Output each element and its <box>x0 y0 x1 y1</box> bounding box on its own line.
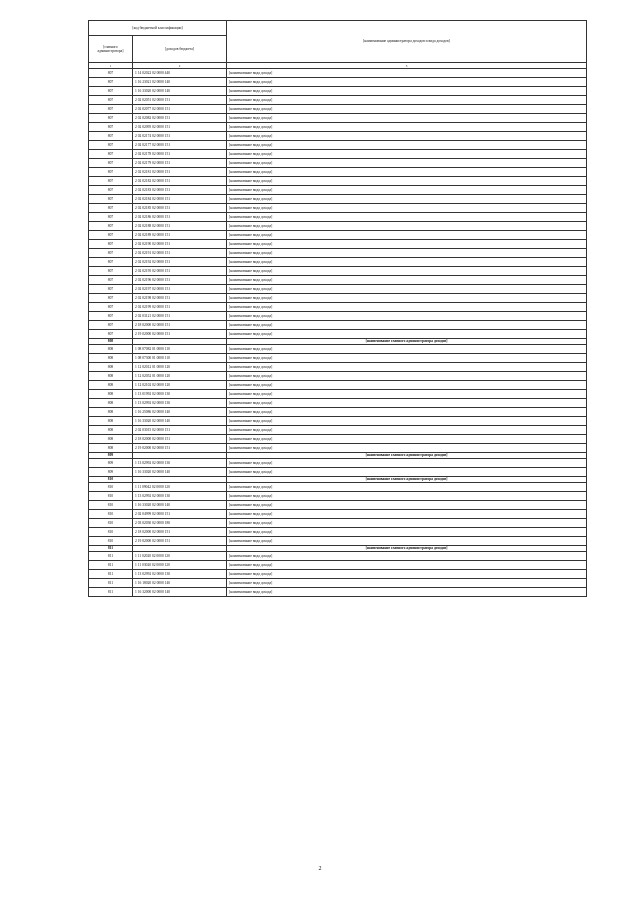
table-row <box>89 249 587 258</box>
admin-code-cell: 807 <box>89 159 133 168</box>
admin-code-cell: 810 <box>89 528 133 537</box>
admin-code-cell: 807 <box>89 141 133 150</box>
admin-code-cell: 807 <box>89 186 133 195</box>
admin-code-cell: 807 <box>89 168 133 177</box>
revenue-name-cell: [наименование вида дохода] <box>227 381 587 390</box>
admin-code-cell: 807 <box>89 231 133 240</box>
revenue-code-cell: 2 18 02000 02 0000 151 <box>133 321 227 330</box>
revenue-code-cell: 1 16 25086 02 0000 140 <box>133 408 227 417</box>
table-row <box>89 354 587 363</box>
revenue-code-cell: 2 02 02186 02 0000 151 <box>133 213 227 222</box>
revenue-code-cell: 2 02 02191 02 0000 151 <box>133 249 227 258</box>
admin-code-cell: 808 <box>89 345 133 354</box>
revenue-code-cell: 1 08 07300 01 0000 110 <box>133 354 227 363</box>
revenue-code-cell: 2 02 04999 02 0000 151 <box>133 510 227 519</box>
admin-code-cell: 807 <box>89 87 133 96</box>
revenue-code-cell: 2 02 03015 02 0000 151 <box>133 426 227 435</box>
revenue-code-cell: 2 02 02192 02 0000 151 <box>133 258 227 267</box>
revenue-name-cell: [наименование вида дохода] <box>227 510 587 519</box>
revenue-code-cell: 2 02 02199 02 0000 151 <box>133 303 227 312</box>
revenue-code-cell: 2 02 02189 02 0000 151 <box>133 231 227 240</box>
revenue-name-cell: [наименование вида дохода] <box>227 240 587 249</box>
admin-code-cell: 807 <box>89 267 133 276</box>
table-row <box>89 588 587 597</box>
admin-code-cell: 807 <box>89 312 133 321</box>
revenue-name-cell: [наименование главного администратора доходов] <box>227 546 587 552</box>
revenue-code-cell: 2 02 02077 02 0000 151 <box>133 105 227 114</box>
table-row <box>89 363 587 372</box>
admin-code-cell: 807 <box>89 105 133 114</box>
table-row <box>89 408 587 417</box>
admin-code-cell: 810 <box>89 483 133 492</box>
table-row <box>89 303 587 312</box>
revenue-name-cell: [наименование вида дохода] <box>227 588 587 597</box>
admin-code-cell: 809 <box>89 453 133 459</box>
table-row <box>89 381 587 390</box>
revenue-name-cell: [наименование вида дохода] <box>227 105 587 114</box>
revenue-name-cell: [наименование главного администратора доходов] <box>227 339 587 345</box>
table-body <box>89 69 587 597</box>
revenue-name-cell: [наименование вида дохода] <box>227 363 587 372</box>
revenue-code-cell: 2 02 02197 02 0000 151 <box>133 285 227 294</box>
table-row <box>89 552 587 561</box>
revenue-name-cell: [наименование вида дохода] <box>227 141 587 150</box>
admin-code-cell: 807 <box>89 132 133 141</box>
admin-code-cell: 811 <box>89 588 133 597</box>
revenue-code-cell: 2 18 02000 02 0000 151 <box>133 435 227 444</box>
revenue-name-cell: [наименование вида дохода] <box>227 123 587 132</box>
table-row <box>89 240 587 249</box>
revenue-code-cell: 2 02 03121 02 0000 151 <box>133 312 227 321</box>
table-row <box>89 483 587 492</box>
admin-code-cell: 810 <box>89 519 133 528</box>
table-row <box>89 537 587 546</box>
revenue-name-cell: [наименование вида дохода] <box>227 552 587 561</box>
admin-code-cell: 807 <box>89 303 133 312</box>
table-row <box>89 285 587 294</box>
revenue-name-cell: [наименование вида дохода] <box>227 390 587 399</box>
admin-code-cell: 809 <box>89 468 133 477</box>
revenue-code-cell: 2 02 02177 02 0000 151 <box>133 141 227 150</box>
table-row <box>89 195 587 204</box>
table-row <box>89 345 587 354</box>
admin-code-cell: 807 <box>89 222 133 231</box>
table-row <box>89 186 587 195</box>
table-row <box>89 132 587 141</box>
admin-code-cell: 807 <box>89 96 133 105</box>
table-row <box>89 114 587 123</box>
revenue-name-cell: [наименование вида дохода] <box>227 150 587 159</box>
revenue-name-cell: [наименование вида дохода] <box>227 330 587 339</box>
admin-code-cell: 811 <box>89 570 133 579</box>
revenue-name-cell: [наименование вида дохода] <box>227 321 587 330</box>
revenue-name-cell: [наименование вида дохода] <box>227 426 587 435</box>
table-row <box>89 150 587 159</box>
table-row <box>89 510 587 519</box>
revenue-name-cell: [наименование вида дохода] <box>227 294 587 303</box>
revenue-name-cell: [наименование вида дохода] <box>227 492 587 501</box>
revenue-code-cell: 1 16 33020 02 0000 140 <box>133 468 227 477</box>
table-row <box>89 579 587 588</box>
revenue-code-cell: 1 16 33020 02 0000 140 <box>133 417 227 426</box>
revenue-code-cell: 1 11 03020 02 0000 120 <box>133 561 227 570</box>
revenue-name-cell: [наименование вида дохода] <box>227 96 587 105</box>
admin-code-cell: 810 <box>89 492 133 501</box>
revenue-code-cell: 1 11 09042 02 0000 120 <box>133 483 227 492</box>
table-row <box>89 501 587 510</box>
revenue-code-cell: 1 11 02020 02 0000 120 <box>133 552 227 561</box>
revenue-code-cell: 1 13 02992 02 0000 130 <box>133 399 227 408</box>
table-row <box>89 321 587 330</box>
revenue-code-cell: 1 13 01992 02 0000 130 <box>133 390 227 399</box>
admin-code-cell: 807 <box>89 150 133 159</box>
revenue-code-cell: 2 02 02174 02 0000 151 <box>133 132 227 141</box>
revenue-code-cell: 1 16 18020 02 0000 140 <box>133 579 227 588</box>
revenue-name-cell: [наименование вида дохода] <box>227 132 587 141</box>
revenue-code-cell: 1 16 23021 02 0000 140 <box>133 78 227 87</box>
table-row <box>89 399 587 408</box>
revenue-name-cell: [наименование вида дохода] <box>227 159 587 168</box>
table-row <box>89 177 587 186</box>
revenue-name-cell: [наименование вида дохода] <box>227 222 587 231</box>
table-row <box>89 78 587 87</box>
revenue-code-cell: 2 19 02000 02 0000 151 <box>133 330 227 339</box>
table-row <box>89 444 587 453</box>
column-number: 2 <box>133 63 227 69</box>
table-row <box>89 222 587 231</box>
revenue-name-cell: [наименование вида дохода] <box>227 258 587 267</box>
revenue-code-cell: 1 16 32000 02 0000 140 <box>133 588 227 597</box>
revenue-code-cell: 2 02 02181 02 0000 151 <box>133 168 227 177</box>
revenue-code-cell: 1 13 02992 02 0000 130 <box>133 570 227 579</box>
table-row <box>89 168 587 177</box>
table-row <box>89 528 587 537</box>
revenue-name-cell: [наименование вида дохода] <box>227 204 587 213</box>
admin-code-cell: 807 <box>89 123 133 132</box>
admin-code-cell: 811 <box>89 561 133 570</box>
admin-code-cell: 807 <box>89 177 133 186</box>
revenue-code-cell: 1 16 33020 02 0000 140 <box>133 501 227 510</box>
revenue-name-cell: [наименование вида дохода] <box>227 468 587 477</box>
revenue-code-cell: 1 13 02992 02 0000 130 <box>133 459 227 468</box>
revenue-name-cell: [наименование вида дохода] <box>227 69 587 78</box>
table-row <box>89 426 587 435</box>
revenue-code-cell: 2 03 02030 02 0000 180 <box>133 519 227 528</box>
revenue-code-cell: 2 19 02000 02 0000 151 <box>133 537 227 546</box>
revenue-name-cell: [наименование вида дохода] <box>227 417 587 426</box>
revenue-code-cell: 2 02 02183 02 0000 151 <box>133 186 227 195</box>
admin-code-cell: 810 <box>89 510 133 519</box>
revenue-code-cell: 2 02 02095 02 0000 151 <box>133 123 227 132</box>
admin-code-cell: 807 <box>89 78 133 87</box>
column-number: 1 <box>89 63 133 69</box>
admin-code-cell: 808 <box>89 339 133 345</box>
revenue-code-cell: 2 02 02179 02 0000 151 <box>133 159 227 168</box>
column-number: 3 <box>227 63 587 69</box>
admin-code-cell: 808 <box>89 426 133 435</box>
revenue-code-cell: 2 02 02196 02 0000 151 <box>133 276 227 285</box>
table-row <box>89 312 587 321</box>
admin-code-header: [главного администратора] <box>89 36 133 63</box>
table-row <box>89 519 587 528</box>
revenue-name-cell: [наименование вида дохода] <box>227 186 587 195</box>
table-row <box>89 123 587 132</box>
revenue-code-cell: 2 02 02195 02 0000 151 <box>133 267 227 276</box>
admin-code-cell: 807 <box>89 249 133 258</box>
table-row <box>89 69 587 78</box>
revenue-code-cell: 1 08 07082 01 0000 110 <box>133 345 227 354</box>
revenue-name-cell: [наименование вида дохода] <box>227 501 587 510</box>
table-row <box>89 258 587 267</box>
table-row <box>89 570 587 579</box>
table-row <box>89 390 587 399</box>
admin-code-cell: 808 <box>89 372 133 381</box>
revenue-code-cell: 2 02 02190 02 0000 151 <box>133 240 227 249</box>
revenue-code-cell: 2 02 02051 02 0000 151 <box>133 96 227 105</box>
table-row <box>89 417 587 426</box>
revenue-code-cell: 1 14 02022 02 0000 440 <box>133 69 227 78</box>
revenue-name-cell: [наименование вида дохода] <box>227 114 587 123</box>
table-row <box>89 468 587 477</box>
admin-code-cell: 807 <box>89 195 133 204</box>
admin-code-cell: 811 <box>89 546 133 552</box>
admin-code-cell: 811 <box>89 579 133 588</box>
table-row <box>89 159 587 168</box>
admin-code-cell: 807 <box>89 240 133 249</box>
table-row <box>89 267 587 276</box>
revenue-name-cell: [наименование вида дохода] <box>227 561 587 570</box>
admin-code-cell: 810 <box>89 537 133 546</box>
revenue-code-cell: 1 12 02012 01 0000 120 <box>133 363 227 372</box>
admin-code-cell: 811 <box>89 552 133 561</box>
admin-code-cell: 807 <box>89 204 133 213</box>
table-row <box>89 231 587 240</box>
revenue-name-cell: [наименование вида дохода] <box>227 483 587 492</box>
revenue-name-cell: [наименование вида дохода] <box>227 579 587 588</box>
table-row <box>89 105 587 114</box>
revenue-name-cell: [наименование вида дохода] <box>227 267 587 276</box>
revenue-code-cell: 1 12 02102 02 0000 120 <box>133 381 227 390</box>
revenue-code-cell: 1 12 02052 01 0000 120 <box>133 372 227 381</box>
table-row <box>89 372 587 381</box>
revenue-name-cell: [наименование вида дохода] <box>227 345 587 354</box>
revenue-code-cell: 2 02 02182 02 0000 151 <box>133 177 227 186</box>
revenue-name-cell: [наименование вида дохода] <box>227 276 587 285</box>
revenue-name-cell: [наименование главного администратора доходов] <box>227 453 587 459</box>
revenue-name-cell: [наименование вида дохода] <box>227 519 587 528</box>
admin-code-cell: 808 <box>89 444 133 453</box>
revenue-name-cell: [наименование вида дохода] <box>227 303 587 312</box>
table-row <box>89 141 587 150</box>
revenue-name-cell: [наименование вида дохода] <box>227 435 587 444</box>
revenue-code-cell: 2 02 02184 02 0000 151 <box>133 195 227 204</box>
revenue-name-cell: [наименование вида дохода] <box>227 78 587 87</box>
revenue-name-cell: [наименование вида дохода] <box>227 372 587 381</box>
page-number: 2 <box>318 866 322 872</box>
admin-code-cell: 807 <box>89 114 133 123</box>
revenue-code-cell: 2 19 02000 02 0000 151 <box>133 444 227 453</box>
revenue-name-cell: [наименование вида дохода] <box>227 195 587 204</box>
admin-code-cell: 810 <box>89 477 133 483</box>
admin-code-cell: 808 <box>89 354 133 363</box>
revenue-name-cell: [наименование вида дохода] <box>227 528 587 537</box>
revenue-name-cell: [наименование вида дохода] <box>227 177 587 186</box>
admin-code-cell: 810 <box>89 501 133 510</box>
revenue-name-cell: [наименование вида дохода] <box>227 570 587 579</box>
revenue-name-cell: [наименование вида дохода] <box>227 399 587 408</box>
table-row <box>89 87 587 96</box>
admin-code-cell: 808 <box>89 381 133 390</box>
admin-code-cell: 807 <box>89 69 133 78</box>
admin-code-cell: 807 <box>89 213 133 222</box>
revenue-name-cell: [наименование вида дохода] <box>227 408 587 417</box>
revenue-name-cell: [наименование вида дохода] <box>227 459 587 468</box>
revenue-name-cell: [наименование вида дохода] <box>227 354 587 363</box>
admin-code-cell: 808 <box>89 408 133 417</box>
table-row <box>89 204 587 213</box>
revenue-name-cell: [наименование вида дохода] <box>227 231 587 240</box>
admin-code-cell: 808 <box>89 435 133 444</box>
revenue-code-header: [доходов бюджета] <box>133 36 227 63</box>
revenue-code-cell: 2 02 02188 02 0000 151 <box>133 222 227 231</box>
revenue-name-cell: [наименование главного администратора доходов] <box>227 477 587 483</box>
admin-code-cell: 809 <box>89 459 133 468</box>
revenue-name-cell: [наименование вида дохода] <box>227 444 587 453</box>
revenue-code-cell: 2 18 02000 02 0000 151 <box>133 528 227 537</box>
revenue-name-cell: [наименование вида дохода] <box>227 213 587 222</box>
revenue-name-cell: [наименование вида дохода] <box>227 249 587 258</box>
revenue-name-cell: [наименование вида дохода] <box>227 168 587 177</box>
revenue-name-cell: [наименование вида дохода] <box>227 285 587 294</box>
table-row <box>89 459 587 468</box>
admin-code-cell: 807 <box>89 321 133 330</box>
revenue-code-cell: 2 02 02185 02 0000 151 <box>133 204 227 213</box>
table-row <box>89 330 587 339</box>
admin-code-cell: 808 <box>89 399 133 408</box>
revenue-code-cell: 2 02 02198 02 0000 151 <box>133 294 227 303</box>
admin-code-cell: 808 <box>89 363 133 372</box>
admin-code-cell: 807 <box>89 330 133 339</box>
revenue-name-cell: [наименование вида дохода] <box>227 87 587 96</box>
revenue-name-header: [наименование администратора доходов и вида доходов] <box>227 21 587 63</box>
revenue-name-cell: [наименование вида дохода] <box>227 537 587 546</box>
table-row <box>89 96 587 105</box>
revenue-code-cell: 1 16 33020 02 0000 140 <box>133 87 227 96</box>
admin-code-cell: 808 <box>89 390 133 399</box>
table-row <box>89 435 587 444</box>
revenue-code-cell: 2 02 02082 02 0000 151 <box>133 114 227 123</box>
admin-code-cell: 808 <box>89 417 133 426</box>
admin-code-cell: 807 <box>89 294 133 303</box>
admin-code-cell: 807 <box>89 258 133 267</box>
table-row <box>89 276 587 285</box>
revenue-code-cell: 2 02 02178 02 0000 151 <box>133 150 227 159</box>
revenue-name-cell: [наименование вида дохода] <box>227 312 587 321</box>
classification-code-header: [код бюджетной классификации] <box>89 21 227 36</box>
table-row <box>89 492 587 501</box>
table-row <box>89 561 587 570</box>
table-row <box>89 213 587 222</box>
table-row <box>89 294 587 303</box>
admin-code-cell: 807 <box>89 285 133 294</box>
revenue-code-cell: 1 13 02992 02 0000 130 <box>133 492 227 501</box>
budget-classification-table <box>88 20 587 597</box>
admin-code-cell: 807 <box>89 276 133 285</box>
